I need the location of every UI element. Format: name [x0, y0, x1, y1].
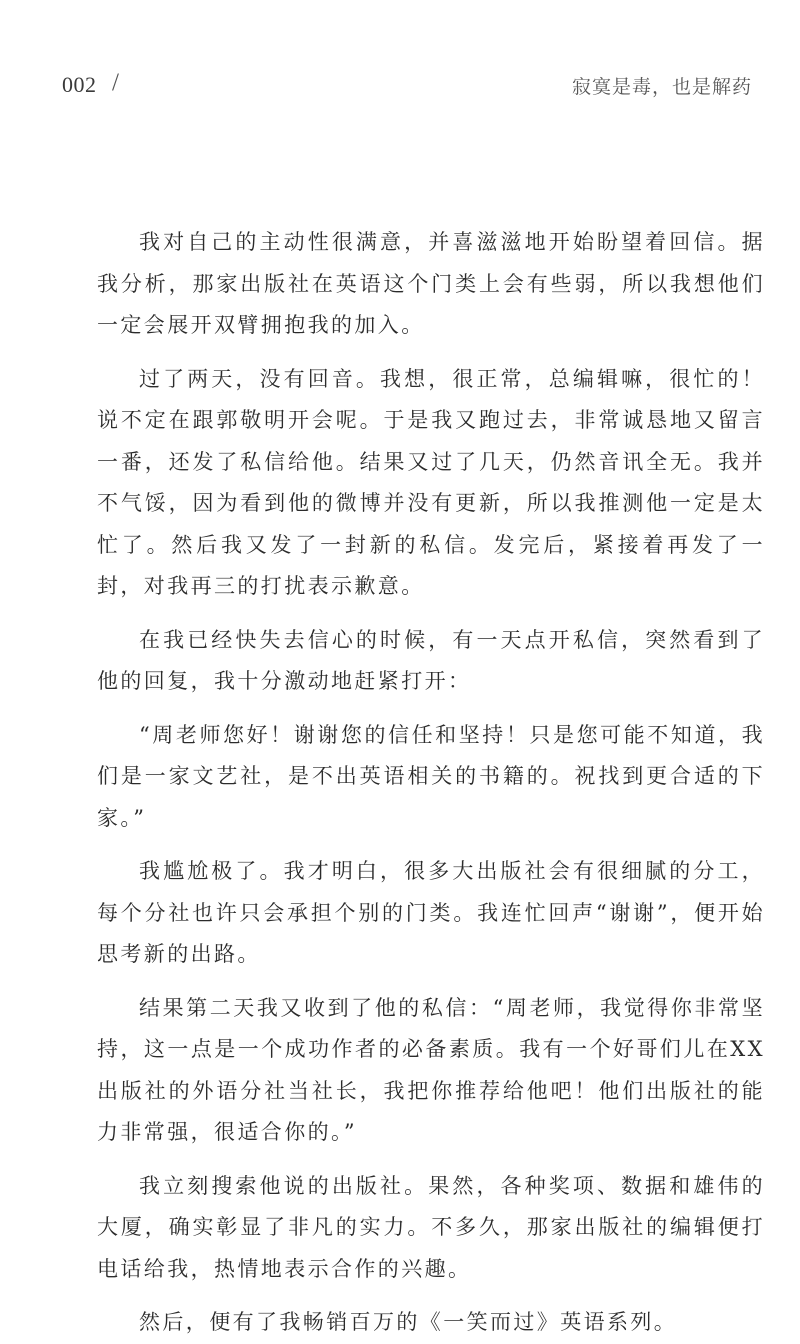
paragraph: 我尴尬极了。我才明白，很多大出版社会有很细腻的分工，每个分社也许只会承担个别的门类。我连忙回声“谢谢”，便开始思考新的出路。 [97, 859, 765, 966]
page-number: 002 [62, 72, 97, 97]
paragraph: 我立刻搜索他说的出版社。果然，各种奖项、数据和雄伟的大厦，确实彰显了非凡的实力。不多久，那家出版社的编辑便打电话给我，热情地表示合作的兴趣。 [97, 1173, 765, 1281]
paragraph: 在我已经快失去信心的时候，有一天点开私信，突然看到了他的回复，我十分激动地赶紧打开： [97, 627, 765, 693]
paragraph: 过了两天，没有回音。我想，很正常，总编辑嘛，很忙的！说不定在跟郭敬明开会呢。于是我又跑过去，非常诚恳地又留言一番，还发了私信给他。结果又过了几天，仍然音讯全无。我并不气馁，因为看到他的微博并没有更新，所以我推测他一定是太忙了。然后我又发了一封新的私信。发完后，紧接着再发了一封，对我再三的打扰表示歉意。 [97, 366, 765, 598]
paragraph: 然后，便有了我畅销百万的《一笑而过》英语系列。 [139, 1310, 678, 1334]
page-header [0, 66, 800, 106]
running-title: 寂寞是毒，也是解药 [571, 76, 752, 98]
body-text [97, 222, 765, 1344]
header-separator: / [112, 69, 119, 96]
paragraph: 我对自己的主动性很满意，并喜滋滋地开始盼望着回信。据我分析，那家出版社在英语这个门类上会有些弱，所以我想他们一定会展开双臂拥抱我的加入。 [97, 230, 765, 337]
quoted-reply: “周老师您好！谢谢您的信任和坚持！只是您可能不知道，我们是一家文艺社，是不出英语相关的书籍的。祝找到更合适的下家。” [97, 722, 765, 830]
paragraph: 结果第二天我又收到了他的私信：“周老师，我觉得你非常坚持，这一点是一个成功作者的必备素质。我有一个好哥们儿在XX出版社的外语分社当社长，我把你推荐给他吧！他们出版社的能力非常强，很适合你的。” [97, 995, 765, 1144]
